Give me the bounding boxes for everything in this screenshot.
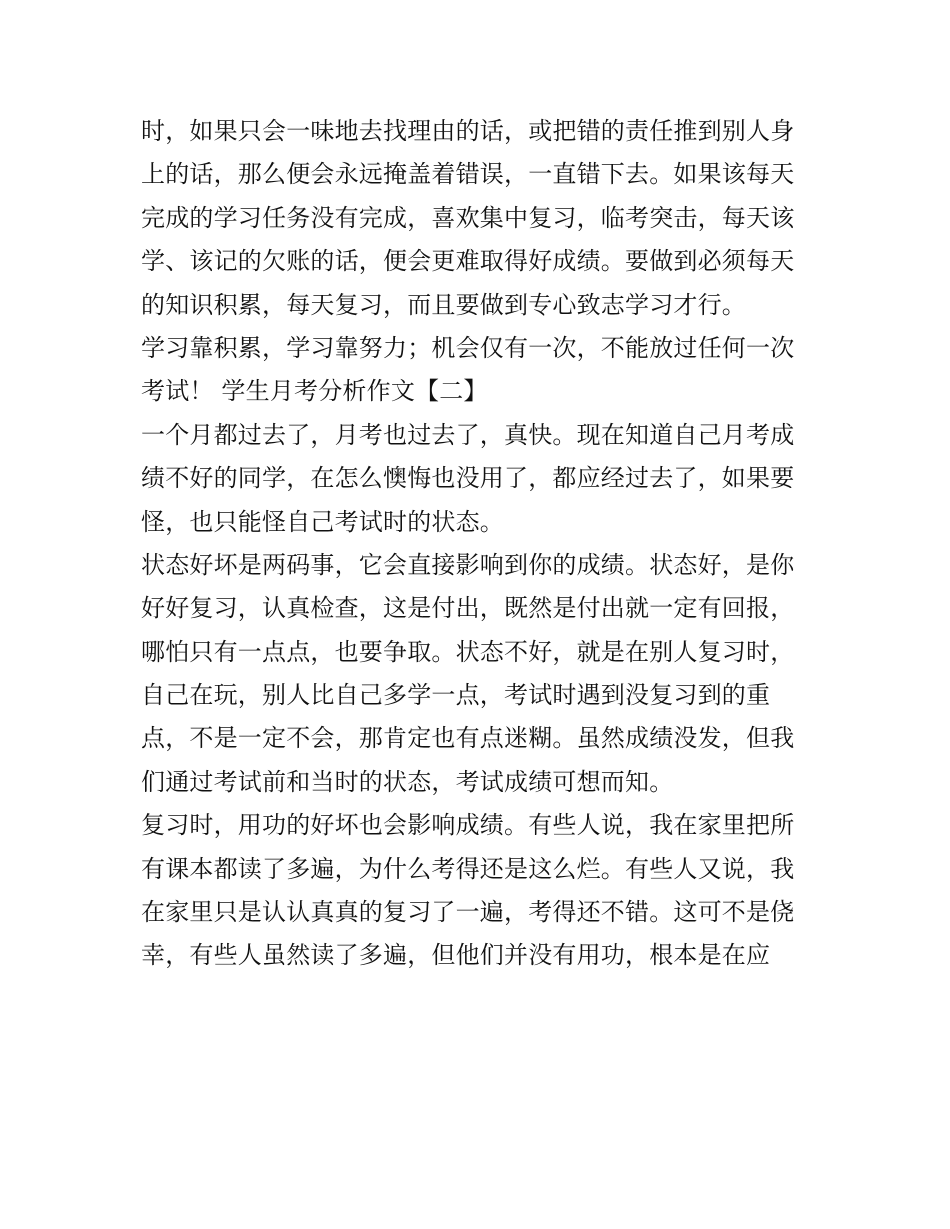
text-line: 们通过考试前和当时的状态，考试成绩可想而知。 <box>141 767 674 796</box>
text-line: 学、该记的欠账的话，便会更难取得好成绩。要做到必须每天 <box>141 247 795 276</box>
text-line: 幸，有些人虽然读了多遍，但他们并没有用功，根本是在应 <box>141 941 771 970</box>
document-text-body <box>141 110 821 978</box>
text-line: 怪，也只能怪自己考试时的状态。 <box>141 507 504 536</box>
text-line: 点，不是一定不会，那肯定也有点迷糊。虽然成绩没发，但我 <box>141 724 795 753</box>
text-line: 状态好坏是两码事，它会直接影响到你的成绩。状态好，是你 <box>141 550 795 579</box>
section-heading-line: 考试！ 学生月考分析作文【二】 <box>141 377 488 406</box>
text-line: 自己在玩，别人比自己多学一点，考试时遇到没复习到的重 <box>141 681 771 710</box>
text-line: 复习时，用功的好坏也会影响成绩。有些人说，我在家里把所 <box>141 811 795 840</box>
text-line: 绩不好的同学，在怎么懊悔也没用了，都应经过去了，如果要 <box>141 464 795 493</box>
text-line: 学习靠积累，学习靠努力；机会仅有一次，不能放过任何一次 <box>141 333 795 362</box>
text-line: 一个月都过去了，月考也过去了，真快。现在知道自己月考成 <box>141 420 795 449</box>
text-line: 完成的学习任务没有完成，喜欢集中复习，临考突击，每天该 <box>141 203 795 232</box>
text-line: 上的话，那么便会永远掩盖着错误，一直错下去。如果该每天 <box>141 160 795 189</box>
text-line: 哪怕只有一点点，也要争取。状态不好，就是在别人复习时， <box>141 637 795 666</box>
text-line: 好好复习，认真检查，这是付出，既然是付出就一定有回报， <box>141 594 795 623</box>
text-line: 时，如果只会一味地去找理由的话，或把错的责任推到别人身 <box>141 117 795 145</box>
text-line: 有课本都读了多遍，为什么考得还是这么烂。有些人又说，我 <box>141 854 795 883</box>
text-line: 在家里只是认认真真的复习了一遍，考得还不错。这可不是侥 <box>141 898 795 927</box>
text-line: 的知识积累，每天复习，而且要做到专心致志学习才行。 <box>141 290 746 319</box>
